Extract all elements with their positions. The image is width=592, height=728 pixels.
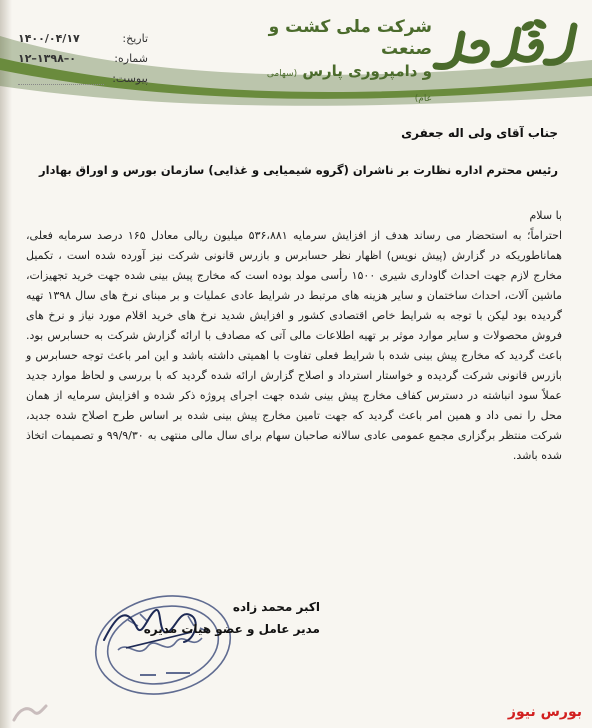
recipient-title: رئیس محترم اداره نظارت بر ناشران (گروه شیمیایی و غذایی) سازمان بورس و اوراق بهادار bbox=[39, 163, 558, 177]
attachment-blank bbox=[18, 84, 104, 85]
number-label: شماره: bbox=[114, 52, 148, 65]
date-row bbox=[18, 32, 148, 52]
signatory-name: اکبر محمد زاده bbox=[232, 600, 320, 614]
body-paragraph: احتراماً؛ به استحضار می رساند هدف از افزایش سرمایه ۵۳۶،۸۸۱ میلیون ریالی معادل ۱۶۵ درصد سرمایه فعلی، هماناطوریکه در گزارش (پیش نویس) اظهار نظر حسابرس و بازرس قانونی شرکت نیز آورده شده است ، تکمیل مخارج لازم جهت احداث گاوداری شیری ۱۵۰۰ رأسی مولد بوده است که مخارج پیش بینی شده جهت خرید تجهیزات، ماشین آلات، احداث ساختمان و سایر هزینه های مرتبط در شرایط عادی عملیات و بر مبنای نرخ های سال ۱۳۹۸ تهیه گردیده بود لیکن با توجه به شرایط خاص اقتصادی کشور و افزایش شدید نرخ های خرید اقلام مورد نیاز و نرخ های فروش محصولات و سایر موارد موثر بر تهیه اطلاعات مالی آتی که مصادف با ارائه گزارش شرکت به حسابرس بود. باعث گردید که مخارج پیش بینی شده با شرایط فعلی تفاوت با اهمیتی داشته باشد و این امر باعث توجه حسابرس و بازرس قانونی شرکت گردیده و خواستار استرداد و اصلاح گزارش ارائه شده گردید که با بررسی و لحاظ موارد جدید عملاً سود انباشته در دسترس کفاف مخارج پیش بینی شده جهت اجرای پروژه ذکر شده و افزایش سرمایه از همان محل را نمی داد و همین امر باعث گردید که جهت تامین مخارج پیش بینی شده بر اساس طرح اصلاح شده جدید، شرکت منتظر برگزاری مجمع عمومی عادی سالانه صاحبان سهام برای سال مالی منتهی به ۹۹/۹/۳۰ و تصمیمات اتخاذ شده باشد. bbox=[26, 229, 562, 462]
watermark-icon bbox=[10, 702, 50, 724]
source-brand: بورس نیوز bbox=[507, 704, 582, 720]
date-value: ۱۴۰۰/۰۴/۱۷ bbox=[18, 32, 80, 45]
company-name-line2 bbox=[252, 60, 432, 110]
number-value: ۱۲–۱۳۹۸–۰ bbox=[18, 52, 76, 65]
company-name-line1: شرکت ملی کشت و صنعت bbox=[268, 17, 432, 59]
company-name-line2-text: و دامپروری پارس bbox=[302, 62, 432, 80]
date-label: تاریخ: bbox=[122, 32, 148, 45]
letter-meta bbox=[18, 32, 148, 92]
attachment-label: پیوست: bbox=[112, 72, 148, 85]
company-type: (سهامی عام) bbox=[266, 69, 432, 104]
company-logo bbox=[428, 16, 584, 86]
letter-body bbox=[26, 206, 562, 466]
company-name bbox=[252, 16, 432, 110]
signatory-title: مدیر عامل و عضو هیات مدیره bbox=[143, 622, 320, 636]
signature-block bbox=[60, 600, 320, 710]
number-row bbox=[18, 52, 148, 72]
attachment-row bbox=[18, 72, 148, 92]
recipient-salutation: جناب آقای ولی اله جعفری bbox=[401, 126, 558, 140]
greeting: با سلام bbox=[529, 209, 562, 222]
